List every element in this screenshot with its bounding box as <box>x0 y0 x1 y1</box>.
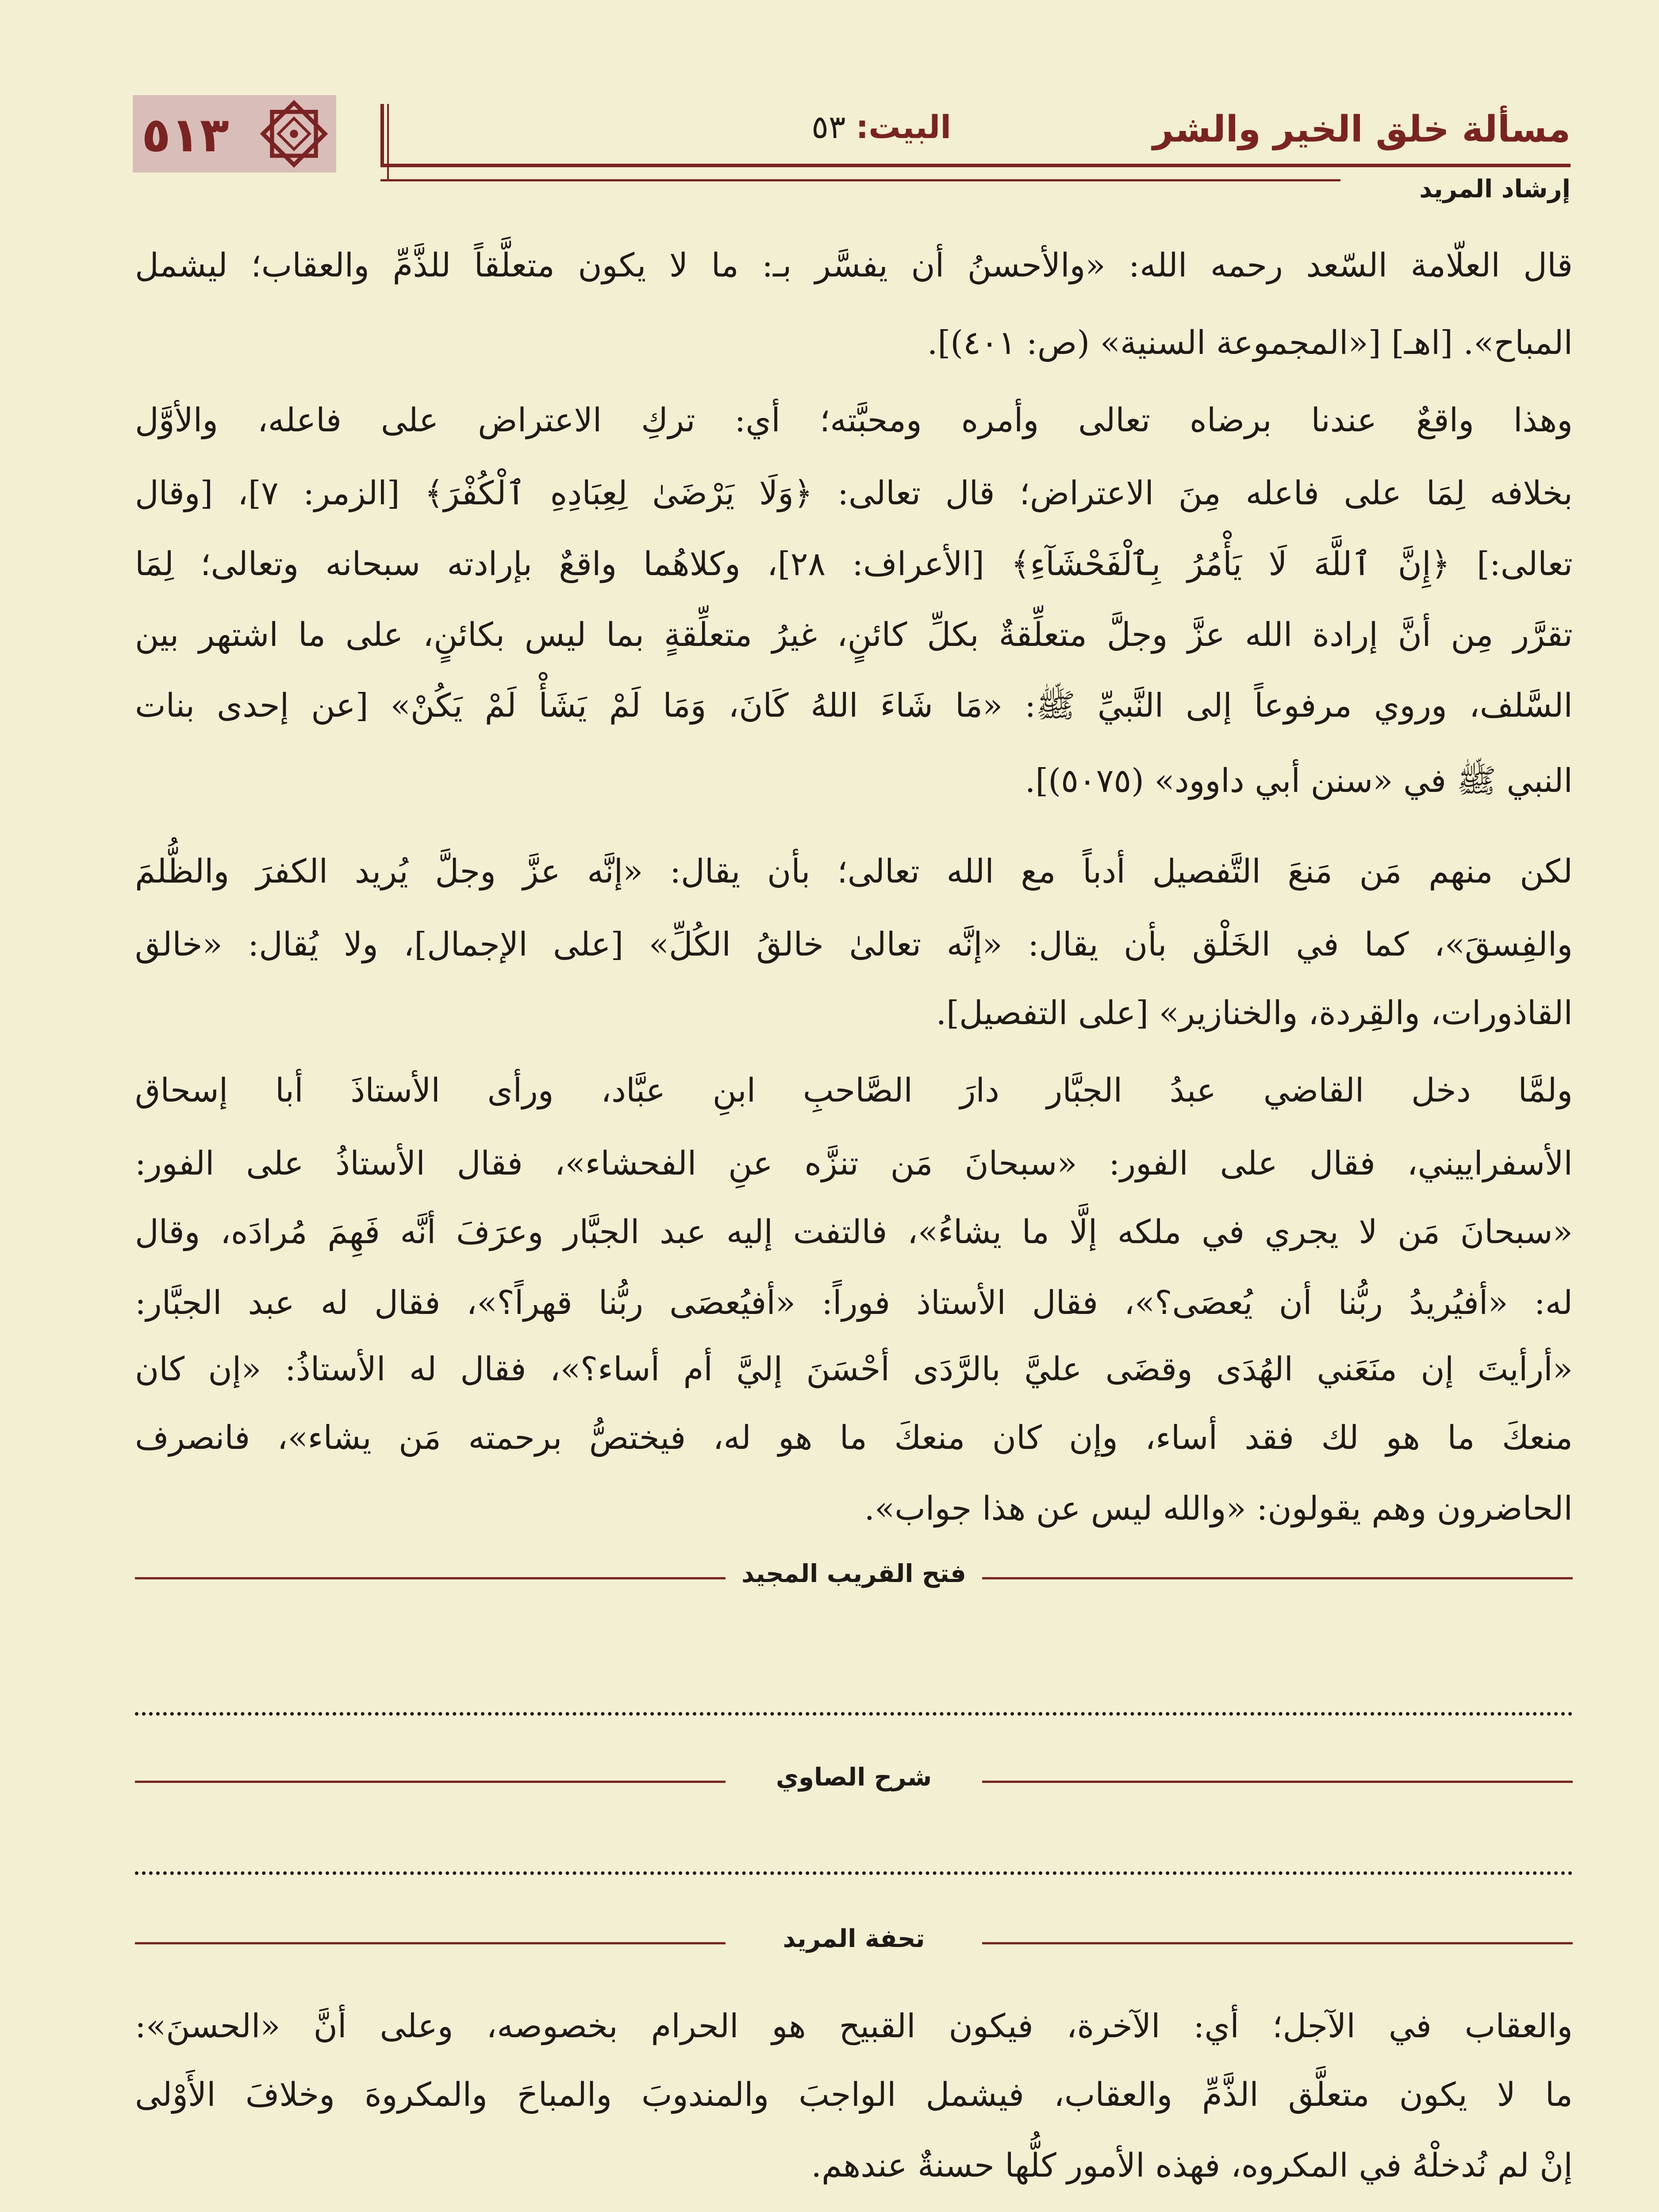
text-line: والفِسقَ»، كما في الخَلْق بأن يقال: «إنَّه تعالىٰ خالقُ الكُلِّ» [على الإجمال]، ولا يُقال: «خالق <box>135 926 1573 964</box>
commentary-title: إرشاد المريد <box>1419 175 1571 204</box>
text-line: النبي ﷺ في «سنن أبي داوود» (٥٠٧٥)]. <box>1025 762 1573 800</box>
text-line: الأسفراييني، فقال على الفور: «سبحانَ مَن تنزَّه عنِ الفحشاء»، فقال الأستاذُ على الفور: <box>135 1144 1573 1183</box>
text-line: وهذا واقعٌ عندنا برضاه تعالى وأمره ومحبَّته؛ أي: تركِ الاعتراض على فاعله، والأوَّل <box>135 401 1573 439</box>
text-line: الحاضرون وهم يقولون: «والله ليس عن هذا جواب». <box>864 1490 1573 1528</box>
verse-number: ٥٣ <box>811 108 846 146</box>
section-divider-sawi <box>135 1763 1573 1803</box>
header-rule-thin <box>380 179 1340 181</box>
section-title: شرح الصاوي <box>776 1763 932 1792</box>
text-line: ما لا يكون متعلَّق الذَّمِّ والعقاب، فيشمل الواجبَ والمندوبَ والمباحَ والمكروهَ وخلافَ الأَوْلى <box>135 2076 1573 2114</box>
header-rule-vertical-inner <box>387 104 389 181</box>
section-divider-tuhfa <box>135 1924 1573 1964</box>
text-line: قال العلّامة السّعد رحمه الله: «والأحسنُ أن يفسَّر بـ: ما لا يكون متعلَّقاً للذَّمِّ والعقاب؛ ليشمل <box>135 246 1573 284</box>
section-divider-fath <box>135 1559 1573 1599</box>
text-line: والعقاب في الآجل؛ أي: الآخرة، فيكون القبيح هو الحرام بخصوصه، وعلى أنَّ «الحسنَ»: <box>135 2007 1573 2045</box>
text-line: السَّلف، وروي مرفوعاً إلى النَّبيِّ ﷺ: «مَا شَاءَ اللهُ كَانَ، وَمَا لَمْ يَشَأْ لَمْ يَكُنْ» [عن إحدى بنات <box>135 687 1573 725</box>
ornament-star-icon <box>260 100 328 168</box>
dotted-placeholder <box>135 1854 1573 1875</box>
verse-ref <box>811 108 951 146</box>
text-line: «أرأيتَ إن منَعَني الهُدَى وقضَى عليَّ بالرَّدَى أحْسَنَ إليَّ أم أساء؟»، فقال له الأستاذُ: «إن كان <box>135 1350 1573 1388</box>
page-number: ٥١٣ <box>142 108 229 163</box>
text-line: منعكَ ما هو لك فقد أساء، وإن كان منعكَ ما هو له، فيختصُّ برحمته مَن يشاء»، فانصرف <box>135 1419 1573 1457</box>
text-line: المباح». [اهـ] [«المجموعة السنية» (ص: ٤٠١)]. <box>927 324 1573 362</box>
verse-label: البيت: <box>856 108 951 146</box>
chapter-title: مسألة خلق الخير والشر <box>1152 108 1571 150</box>
text-line: القاذورات، والقِردة، والخنازير» [على التفصيل]. <box>936 994 1573 1032</box>
text-line: لكن منهم مَن مَنعَ التَّفصيل أدباً مع الله تعالى؛ بأن يقال: «إنَّه عزَّ وجلَّ يُريد الكفرَ والظُّلمَ <box>135 853 1573 891</box>
section-title: تحفة المريد <box>783 1924 925 1953</box>
page-header <box>133 95 1571 204</box>
header-rule <box>380 164 1571 167</box>
dotted-placeholder <box>135 1694 1573 1716</box>
page-number-badge <box>133 95 336 173</box>
header-rule-vertical <box>380 104 384 167</box>
text-line: له: «أفيُريدُ ربُّنا أن يُعصَى؟»، فقال الأستاذ فوراً: «أفيُعصَى ربُّنا قهراً؟»، فقال له عبد الجبَّار: <box>135 1284 1573 1322</box>
text-line: إنْ لم نُدخلْهُ في المكروه، فهذه الأمور كلُّها حسنةٌ عندهم. <box>811 2147 1573 2185</box>
text-line: تقرَّر مِن أنَّ إرادة الله عزَّ وجلَّ متعلِّقةٌ بكلِّ كائنٍ، غيرُ متعلِّقةٍ بما ليس بكائنٍ، على ما اشتهر بين <box>135 616 1573 654</box>
text-line: بخلافه لِمَا على فاعله مِنَ الاعتراض؛ قال تعالى: ﴿وَلَا يَرْضَىٰ لِعِبَادِهِ ٱلْكُفْرَ﴾ [الزمر: ٧]، [وقال <box>135 474 1573 512</box>
text-line: «سبحانَ مَن لا يجري في ملكه إلَّا ما يشاءُ»، فالتفت إليه عبد الجبَّار وعرَفَ أنَّه فَهِمَ مُرادَه، وقال <box>135 1213 1573 1251</box>
text-line: ولمَّا دخل القاضي عبدُ الجبَّار دارَ الصَّاحبِ ابنِ عبَّاد، ورأى الأستاذَ أبا إسحاق <box>135 1071 1573 1110</box>
text-line: تعالى:] ﴿إِنَّ ٱللَّهَ لَا يَأْمُرُ بِٱلْفَحْشَآءِ﴾ [الأعراف: ٢٨]، وكلاهُما واقعٌ بإرادته سبحانه وتعالى؛ لِمَا <box>135 545 1573 583</box>
section-title: فتح القريب المجيد <box>741 1559 966 1588</box>
